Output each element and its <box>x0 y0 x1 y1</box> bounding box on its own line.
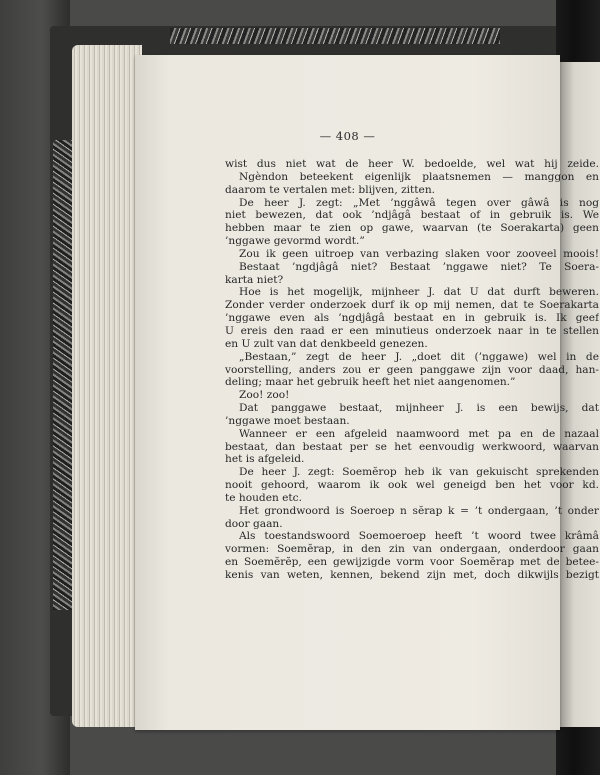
text-line: niet bewezen, dat ook ’ndjâgâ bestaat of in gebruik is. We <box>225 209 599 222</box>
text-line: Zou ik geen uitroep van verbazing slaken voor zooveel moois! <box>239 247 599 260</box>
text-line: Het grondwoord is Soeroep n sĕrap k = ’t ondergaan, ’t onder <box>239 504 599 517</box>
page-stack <box>72 45 142 727</box>
text-line: „Bestaan,” zegt de heer J. „doet dit (’nggawe) wel in de <box>239 350 599 363</box>
text-line: ’nggawe moet bestaan. <box>225 414 350 427</box>
text-line: hebben maar te zien op gawe, waarvan (te Soerakarta) geen <box>225 222 599 235</box>
book-page <box>135 55 599 730</box>
text-line: Zoo! zoo! <box>239 389 290 402</box>
text-line: Dat panggawe bestaat, mijnheer J. is een bewijs, dat <box>239 402 599 415</box>
text-line: deling; maar het gebruik heeft het niet aangenomen.” <box>225 376 516 389</box>
text-line: ’nggawe gevormd wordt.” <box>225 235 365 248</box>
text-line: en Soemĕrĕp, een gewijzigde vorm voor Soemĕrap met de betee- <box>225 556 599 569</box>
text-line: Bestaat ’ngdjâgâ niet? Bestaat ’nggawe niet? Te Soera- <box>239 260 599 273</box>
text-line: Zonder verder onderzoek durf ik op mij nemen, dat te Soerakarta <box>225 299 599 312</box>
text-line: kenis van weten, kennen, bekend zijn met, doch dikwijls bezigt <box>225 569 599 581</box>
text-line: voorstelling, anders zou er geen panggawe zijn voor daad, han- <box>225 363 599 376</box>
text-line: Ngèndon beteekent eigenlijk plaatsnemen — manggon en <box>239 170 599 183</box>
text-line: het is afgeleid. <box>225 453 305 466</box>
text-line: ’nggawe even als ’ngdjâgâ bestaat en in gebruik is. Ik geef <box>225 312 599 325</box>
text-line: wist dus niet wat de heer W. bedoelde, wel wat hij zeide. <box>225 158 599 170</box>
text-line: nooit gehoord, waarom ik ook wel geneigd ben het voor kd. <box>225 479 599 492</box>
text-line: Wanneer er een afgeleid naamwoord met pa en de nazaal <box>239 427 599 440</box>
text-line: Hoe is het mogelijk, mijnheer J. dat U dat durft beweren. <box>239 286 599 299</box>
marbled-edge-top <box>170 28 500 44</box>
text-line: karta niet? <box>225 273 284 286</box>
text-line: door gaan. <box>225 517 283 530</box>
text-line: De heer J. zegt: Soemĕrop heb ik van gekuischt sprekenden <box>239 466 599 479</box>
text-line: Als toestandswoord Soemoeroep heeft ’t woord twee krâmâ <box>239 530 599 543</box>
text-line: te houden etc. <box>225 491 302 504</box>
text-line: en U zult van dat denkbeeld genezen. <box>225 337 428 350</box>
text-line: U ereis den raad er een minutieus onderzoek naar in te stellen <box>225 324 599 337</box>
page-number: — 408 — <box>319 129 376 143</box>
text-line: vormen: Soemĕrap, in den zin van ondergaan, onderdoor gaan <box>225 543 599 556</box>
text-line: bestaat, dan bestaat per se het eenvoudig werkwoord, waarvan <box>225 440 599 453</box>
text-line: De heer J. zegt: „Met ’nggâwâ tegen over gâwâ is nog <box>239 196 599 209</box>
text-line: daarom te vertalen met: blijven, zitten. <box>225 183 436 196</box>
page-text <box>225 158 599 582</box>
